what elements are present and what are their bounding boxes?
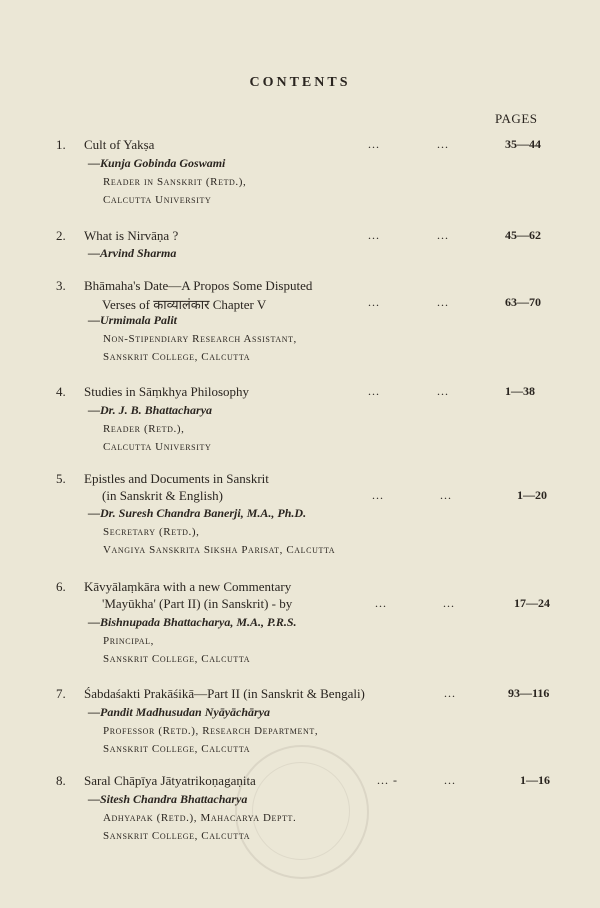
leader-dots: ... xyxy=(443,596,455,610)
entry-pages: 1—20 xyxy=(517,488,547,502)
entry-pages: 45—62 xyxy=(505,228,541,242)
leader-dots: ... xyxy=(372,488,384,502)
entry-title-line: (in Sanskrit & English) xyxy=(102,488,223,503)
leader-dots: ... xyxy=(437,295,449,309)
entry-pages: 93—116 xyxy=(508,686,550,700)
leader-dots: ... xyxy=(368,228,380,242)
leader-dots: ... xyxy=(368,137,380,151)
entry-title-line: Saral Chāpīya Jātyatrikoṇagaṇita xyxy=(84,773,256,788)
entry-author: —Pandit Madhusudan Nyāyāchārya xyxy=(88,705,271,719)
leader-dots: ... xyxy=(437,137,449,151)
leader-dots: ... xyxy=(444,686,456,700)
entry-author: —Dr. Suresh Chandra Banerji, M.A., Ph.D. xyxy=(88,506,307,520)
entry-title-line: Bhāmaha's Date—A Propos Some Disputed xyxy=(84,278,313,293)
entry-author: —Bishnupada Bhattacharya, M.A., P.R.S. xyxy=(88,615,297,629)
entry-number: 4. xyxy=(56,384,66,399)
entry-title-line: 'Mayūkha' (Part II) (in Sanskrit) - by xyxy=(102,596,293,611)
page-title: CONTENTS xyxy=(249,75,351,90)
entry-pages: 35—44 xyxy=(505,137,541,151)
entry-pages: 1—16 xyxy=(520,773,550,787)
leader-dots: ... xyxy=(368,384,380,398)
entry-number: 5. xyxy=(56,471,66,486)
entry-pages: 1—38 xyxy=(505,384,535,398)
entry-author: —Sitesh Chandra Bhattacharya xyxy=(88,792,248,806)
entry-pages: 63—70 xyxy=(505,295,541,309)
entry-author: —Kunja Gobinda Goswami xyxy=(88,156,226,170)
entry-affiliation: Calcutta University xyxy=(103,441,212,453)
entry-affiliation: Sanskrit College, Calcutta xyxy=(103,743,251,755)
entry-affiliation: Calcutta University xyxy=(103,194,212,206)
leader-dots: ... xyxy=(368,295,380,309)
entry-number: 6. xyxy=(56,579,66,594)
entry-affiliation: Sanskrit College, Calcutta xyxy=(103,830,251,842)
leader-dots: ... xyxy=(437,228,449,242)
entry-title-line: Epistles and Documents in Sanskrit xyxy=(84,471,269,486)
entry-affiliation: Reader in Sanskrit (Retd.), xyxy=(103,176,247,188)
entry-author: —Arvind Sharma xyxy=(88,246,177,260)
entry-number: 8. xyxy=(56,773,66,788)
entry-title-line: What is Nirvāṇa ? xyxy=(84,228,179,243)
entry-pages: 17—24 xyxy=(514,596,550,610)
entry-affiliation: Sanskrit College, Calcutta xyxy=(103,351,251,363)
entry-author: —Urmimala Palit xyxy=(88,313,178,327)
library-stamp-inner-ring xyxy=(252,762,350,860)
entry-affiliation: Non-Stipendiary Research Assistant, xyxy=(103,333,297,345)
leader-dots: ... - xyxy=(377,773,398,787)
entry-number: 7. xyxy=(56,686,66,701)
entry-affiliation: Principal, xyxy=(103,635,155,647)
leader-dots: ... xyxy=(444,773,456,787)
leader-dots: ... xyxy=(375,596,387,610)
entry-number: 1. xyxy=(56,137,66,152)
entry-author: —Dr. J. B. Bhattacharya xyxy=(88,403,213,417)
entry-affiliation: Professor (Retd.), Research Department, xyxy=(103,725,319,737)
library-stamp-watermark xyxy=(235,745,369,879)
entry-title-line: Studies in Sāṃkhya Philosophy xyxy=(84,384,250,399)
entry-affiliation: Vangiya Sanskrita Siksha Parisat, Calcutta xyxy=(103,544,336,556)
entry-affiliation: Adhyapak (Retd.), Mahacarya Deptt. xyxy=(103,812,297,824)
entry-title-line: Kāvyālaṃkāra with a new Commentary xyxy=(84,579,292,594)
entry-title-line: Cult of Yakṣa xyxy=(84,137,155,152)
entry-title-line: Verses of काव्यालंकार Chapter V xyxy=(102,297,267,312)
pages-column-header: PAGES xyxy=(495,111,538,126)
entry-affiliation: Secretary (Retd.), xyxy=(103,526,200,538)
entry-affiliation: Sanskrit College, Calcutta xyxy=(103,653,251,665)
leader-dots: ... xyxy=(437,384,449,398)
entry-title-line: Śabdaśakti Prakāśikā—Part II (in Sanskrit & Bengali) xyxy=(84,686,365,701)
entry-affiliation: Reader (Retd.), xyxy=(103,423,185,435)
entry-number: 3. xyxy=(56,278,66,293)
entry-number: 2. xyxy=(56,228,66,243)
leader-dots: ... xyxy=(440,488,452,502)
